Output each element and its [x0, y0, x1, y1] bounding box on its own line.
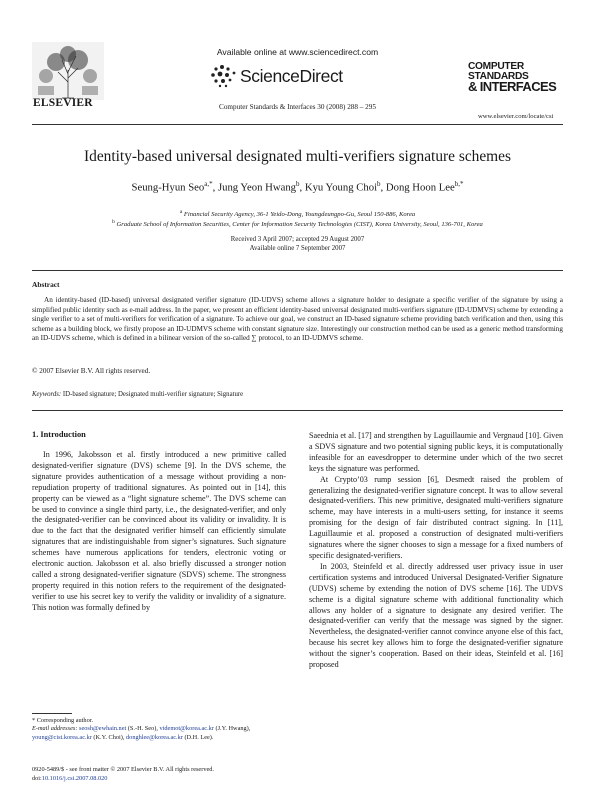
author-sup: a,*: [204, 180, 213, 188]
intro-column-right: [309, 431, 563, 671]
affiliation-a: [0, 209, 595, 218]
available-date: Available online 7 September 2007: [249, 245, 346, 252]
journal-logo: [468, 62, 564, 92]
author-name: Seung-Hyun Seo: [131, 181, 205, 194]
email-link[interactable]: donghlee@korea.ac.kr: [126, 733, 183, 741]
author-name: Jung Yeon Hwang: [217, 181, 297, 194]
email-owner: (D.H. Lee).: [184, 733, 214, 741]
article-title: Identity-based universal designated multi-verifiers signature schemes: [84, 148, 511, 165]
footnote-rule: [32, 713, 72, 714]
section-heading-introduction: 1. Introduction: [32, 430, 86, 439]
issn-line: 0920-5489/$ - see front matter © 2007 Elsevier B.V. All rights reserved.: [32, 766, 214, 773]
front-matter-footer: [32, 766, 214, 783]
author-name: Kyu Young Choi: [304, 181, 378, 194]
received-dates: Received 3 April 2007; accepted 29 August 2007: [230, 236, 365, 243]
journal-citation: Computer Standards & Interfaces 30 (2008) 288 – 295: [219, 103, 376, 111]
affiliation-b: [0, 219, 595, 228]
corresponding-author-footnote: [32, 717, 292, 742]
keywords: [32, 391, 243, 398]
author-sup: b,*: [454, 180, 464, 188]
intro-column-left: [32, 450, 286, 614]
email-link[interactable]: videmot@korea.ac.kr: [159, 725, 214, 733]
author-list: Seung-Hyun Seo$^{a,*}$, Jung Yeon Hwang$^b$, Kyu Young Choi$^b$, Dong Hoon Lee$^{b,*}$: [131, 180, 464, 194]
affiliation-text: Graduate School of Information Securities, Center for Information Security Technologies (CIST), Korea University, Seoul, 136-701, Korea: [116, 221, 483, 229]
keywords-label: Keywords:: [32, 391, 62, 398]
journal-url[interactable]: www.elsevier.com/locate/csi: [478, 113, 554, 120]
header-rule: [32, 124, 563, 125]
email-link[interactable]: seosh@ewhain.net: [79, 725, 127, 733]
available-online[interactable]: Available online at www.sciencedirect.com: [216, 47, 379, 57]
email-label: E-mail addresses:: [32, 725, 78, 733]
paragraph: Saeednia et al. [17] and strengthen by Laguillaumie and Vergnaud [10]. Given a SDVS signature and two potential signing public keys, it is computationally infeasible for an eavesdropper to determine under which of the two secret keys the signature was performed.: [309, 431, 563, 473]
paragraph: In 1996, Jakobsson et al. firstly introduced a new primitive called designated-verifier signature (DVS) scheme [9]. In the DVS scheme, the signature provides authentication of a message without providing a non-repudiation property of traditional signatures. As pointed out in [14], this property can be viewed as a “light signature scheme”. The DVS scheme can be used to convince a single third party, i.e., the designated-verifier, and only the designated-verifier can be convinced about its validity or invalidity. It is due to the fact that the designated verifier himself can efficiently simulate signatures that are indistinguishable from signer’s signatures. Such signature schemes have numerous applications for tenders, electronic voting or electronic auction. Jakobsson et al. also briefly discussed a stronger notion called a strong designated-verifier signature (SDVS) scheme. The strongness property required in this notion refers to the requirement of the designated-verifier to use his secret key to verify the validity or invalidity of a signature. This notion was formally defined by: [32, 450, 286, 612]
paragraph: In 2003, Steinfeld et al. directly addressed user privacy issue in user certification systems and introduced Universal Designated-Verifier Signature (UDVS) scheme by extending the notion of DVS scheme [16]. The UDVS scheme is a digital signature scheme with additional functionality which allows any holder of a signature to designate any desired verifier. The designated-verifier can verify that the message was signed by the signer. Nevertheless, the designated-verifier cannot convince anyone else of this fact, because his secret key allows him to forge the designated-verifier signature without the signer’s cooperation. Based on their ideas, Steinfeld et al. [16] proposed: [309, 561, 563, 670]
paragraph: At Crypto’03 rump session [6], Desmedt raised the problem of generalizing the designated-verifier signature concept. It was to allow several designated-verifiers. This new primitive, designated multi-verifiers signature scheme, may have interests in a multi-users setting, for instance it seems promising for the design of fair distributed contract signing. In [11], Laguillaumie et al. proposed a construction of designated multi-verifiers signatures where the signer chooses to sign a message for a fixed numbers of specific designated-verifiers.: [309, 474, 563, 560]
journal-logo-line2: & INTERFACES: [468, 79, 557, 94]
footnote-star: * Corresponding author.: [32, 717, 94, 724]
author-sup: b: [377, 180, 381, 188]
author-sup: b: [296, 180, 300, 188]
doi-link[interactable]: 10.1016/j.csi.2007.08.020: [41, 774, 108, 782]
abstract-copyright: © 2007 Elsevier B.V. All rights reserved.: [32, 367, 151, 375]
affiliation-mark: b: [112, 219, 115, 225]
email-owner: (K.Y. Choi),: [93, 733, 125, 741]
email-link[interactable]: young@cist.korea.ac.kr: [32, 733, 92, 741]
keywords-list: ID-based signature; Designated multi-verifier signature; Signature: [62, 391, 244, 398]
affiliation-mark: a: [179, 209, 183, 215]
affiliation-text: Financial Security Agency, 36-1 Yeido-Dong, Youngdeungpo-Gu, Seoul 150-886, Korea: [183, 211, 416, 219]
abstract-top-rule: [32, 270, 563, 271]
abstract-bottom-rule: [32, 410, 563, 411]
email-owner: (J.Y. Hwang),: [215, 725, 251, 733]
author-name: Dong Hoon Lee: [385, 181, 455, 194]
doi-label: doi:: [32, 774, 42, 782]
email-owner: (S.-H. Seo),: [127, 725, 158, 733]
abstract-heading: Abstract: [32, 280, 60, 289]
publisher-name: ELSEVIER: [33, 97, 93, 109]
journal-logo-line1: COMPUTER STANDARDS: [468, 61, 529, 82]
sciencedirect-wordmark: ScienceDirect: [240, 66, 343, 86]
abstract-body: An identity-based (ID-based) universal designated verifier signature (ID-UDVS) scheme allows a signature holder to designate a specific verifier of the signature by using a simplified public identity such as e-mail address. In the paper, we present an efficient identity-based universal designated multi-verifiers signature (ID-UDMVS) scheme by extending a single verifier to a set of multi-verifiers for verification of a signature. To achieve our goal, we construct an ID-based signature scheme providing batch verification and then, using this scheme as a building block, we firstly propose an ID-UDMVS scheme with constant signature size. Interestingly our construction method can be used as a generic method transforming an ID-UDVS scheme, which is defined in a bilinear version of the so-called ∑ protocol, to an ID-UDMVS scheme.: [32, 296, 563, 343]
